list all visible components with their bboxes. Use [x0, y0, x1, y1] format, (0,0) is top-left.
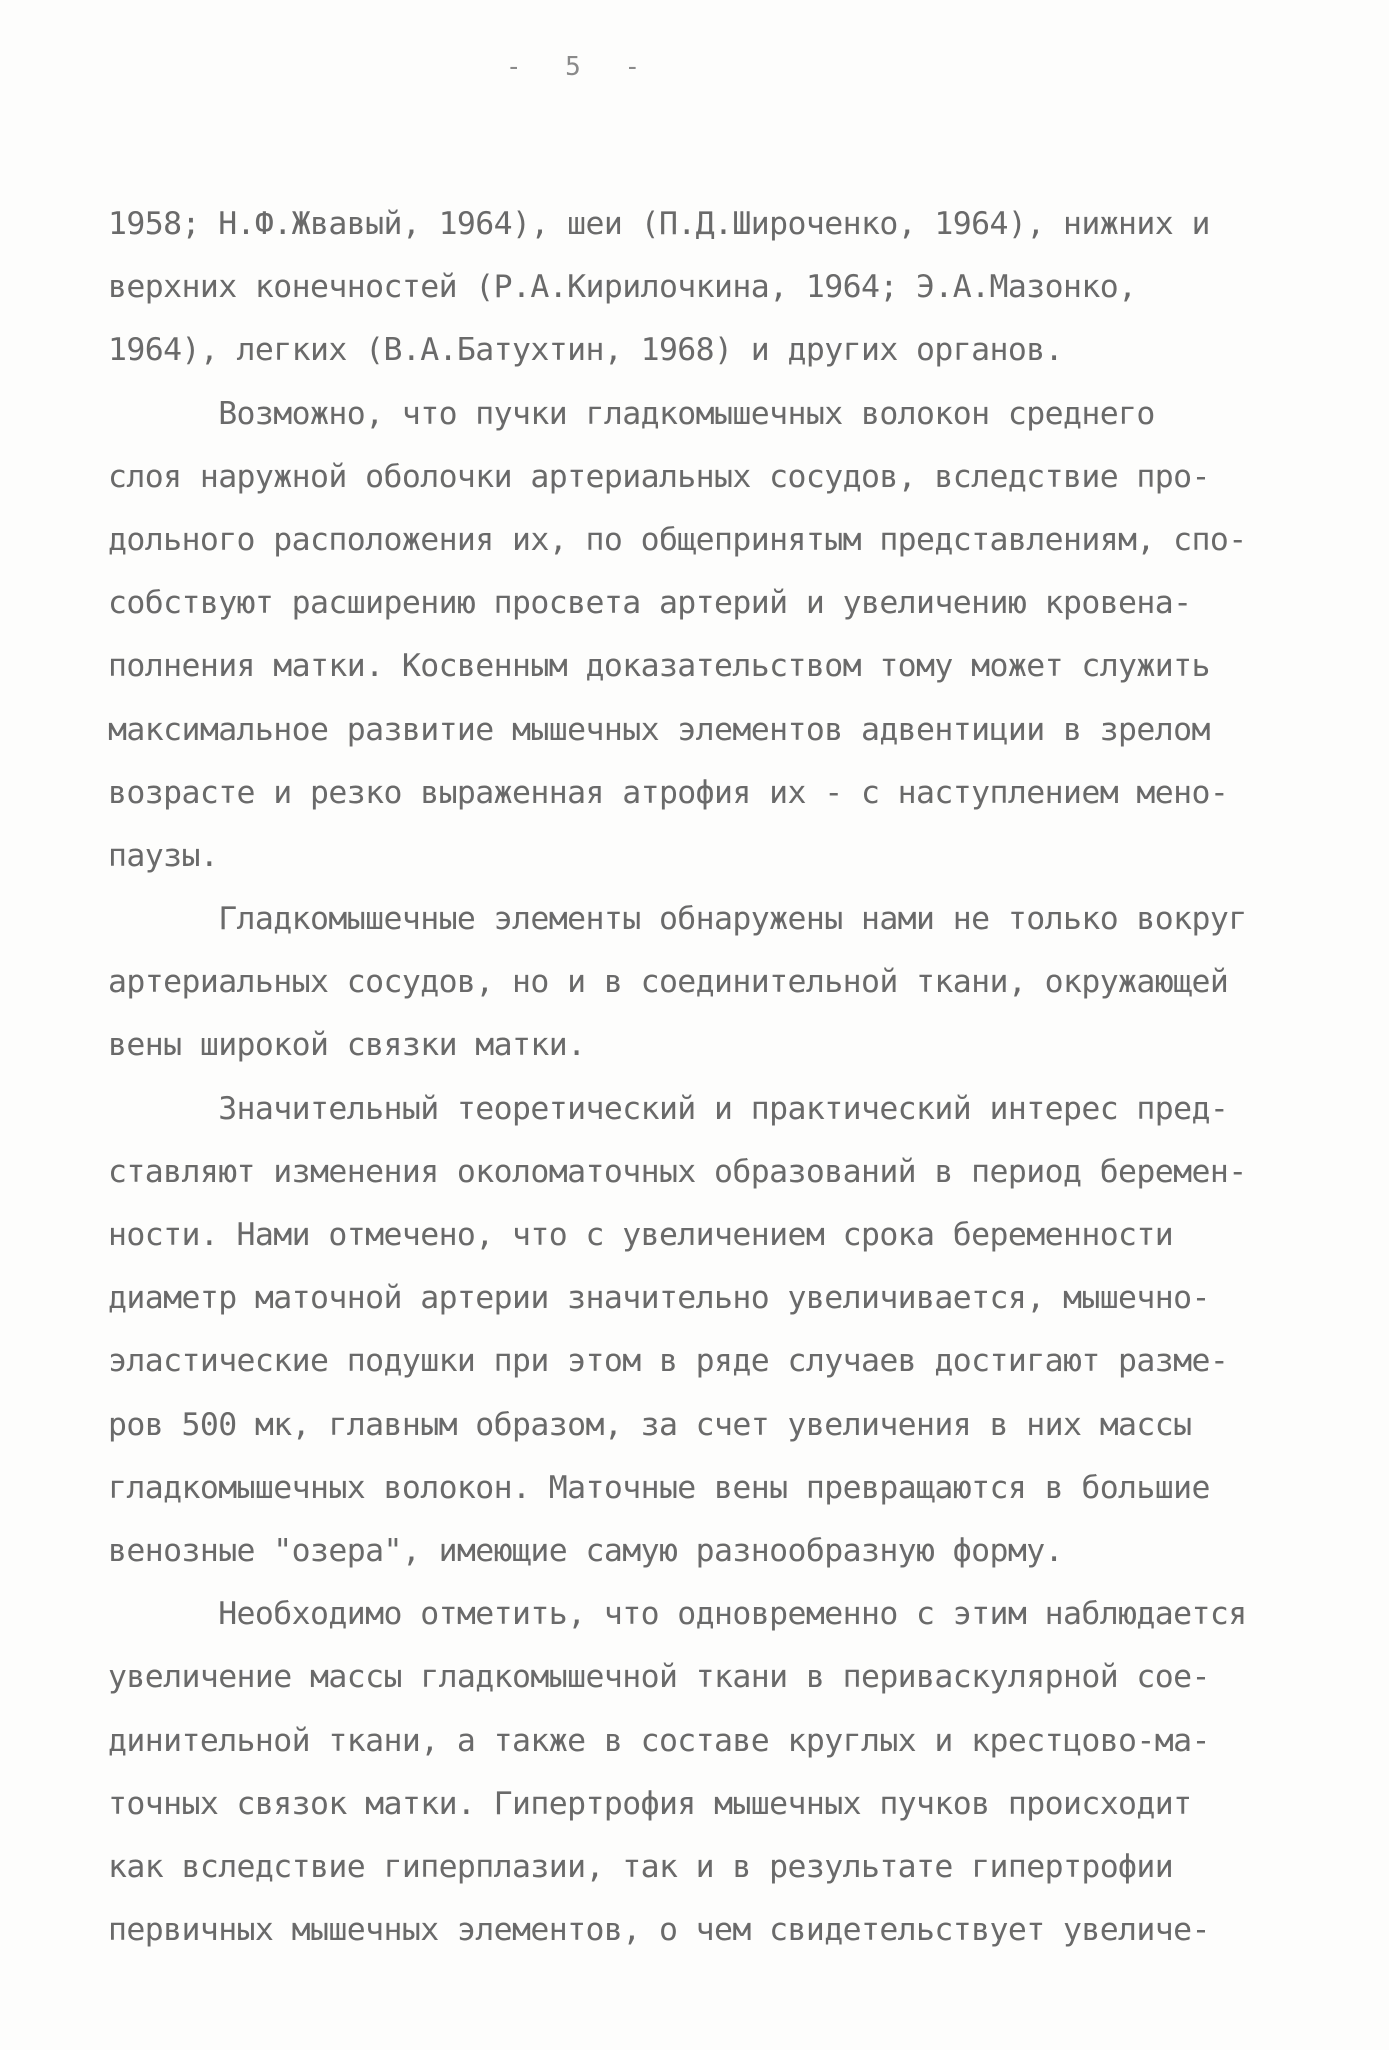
- text-line: диаметр маточной артерии значительно увеличивается, мышечно-: [108, 1280, 1210, 1317]
- text-line: ности. Нами отмечено, что с увеличением срока беременности: [108, 1217, 1174, 1253]
- text-line: гладкомышечных волокон. Маточные вены превращаются в большие: [108, 1469, 1210, 1506]
- text-line: Значительный теоретический и практический интерес пред-: [108, 1090, 1229, 1127]
- text-line: максимальное развитие мышечных элементов адвентиции в зрелом: [108, 711, 1210, 748]
- text-line: ставляют изменения околоматочных образований в период беремен-: [108, 1153, 1247, 1190]
- text-line: дольного расположения их, по общепринятым представлениям, спо-: [108, 521, 1247, 558]
- text-line: увеличение массы гладкомышечной ткани в периваскулярной сое-: [108, 1659, 1210, 1696]
- text-line: 1958; Н.Ф.Жвавый, 1964), шеи (П.Д.Широченко, 1964), нижних и: [108, 206, 1210, 242]
- text-line: эластические подушки при этом в ряде случаев достигают разме-: [108, 1343, 1229, 1380]
- text-line: как вследствие гиперплазии, так и в результате гипертрофии: [108, 1848, 1174, 1885]
- text-line: Гладкомышечные элементы обнаружены нами не только вокруг: [108, 901, 1247, 938]
- text-line: верхних конечностей (Р.А.Кирилочкина, 1964; Э.А.Мазонко,: [108, 269, 1137, 306]
- text-line: первичных мышечных элементов, о чем свидетельствует увеличе-: [108, 1912, 1210, 1949]
- text-line: венозные "озера", имеющие самую разнообразную форму.: [108, 1532, 1063, 1569]
- text-line: Возможно, что пучки гладкомышечных волокон среднего: [108, 395, 1155, 432]
- text-line: артериальных сосудов, но и в соединительной ткани, окружающей: [108, 964, 1229, 1001]
- text-line: вены широкой связки матки.: [108, 1027, 586, 1064]
- text-line: полнения матки. Косвенным доказательством тому может служить: [108, 648, 1210, 685]
- text-line: ров 500 мк, главным образом, за счет увеличения в них массы: [108, 1406, 1192, 1443]
- body-text: [108, 193, 1308, 1962]
- text-line: 1964), легких (В.А.Батухтин, 1968) и других органов.: [108, 332, 1063, 369]
- text-line: паузы.: [108, 837, 219, 874]
- page-number: - 5 -: [505, 52, 655, 82]
- text-line: возрасте и резко выраженная атрофия их - с наступлением мено-: [108, 774, 1229, 811]
- text-line: слоя наружной оболочки артериальных сосудов, вследствие про-: [108, 458, 1210, 495]
- text-line: точных связок матки. Гипертрофия мышечных пучков происходит: [108, 1785, 1192, 1822]
- text-line: Необходимо отметить, что одновременно с этим наблюдается: [108, 1596, 1247, 1633]
- text-line: динительной ткани, а также в составе круглых и крестцово-ма-: [108, 1722, 1210, 1759]
- text-line: собствуют расширению просвета артерий и увеличению кровена-: [108, 585, 1192, 622]
